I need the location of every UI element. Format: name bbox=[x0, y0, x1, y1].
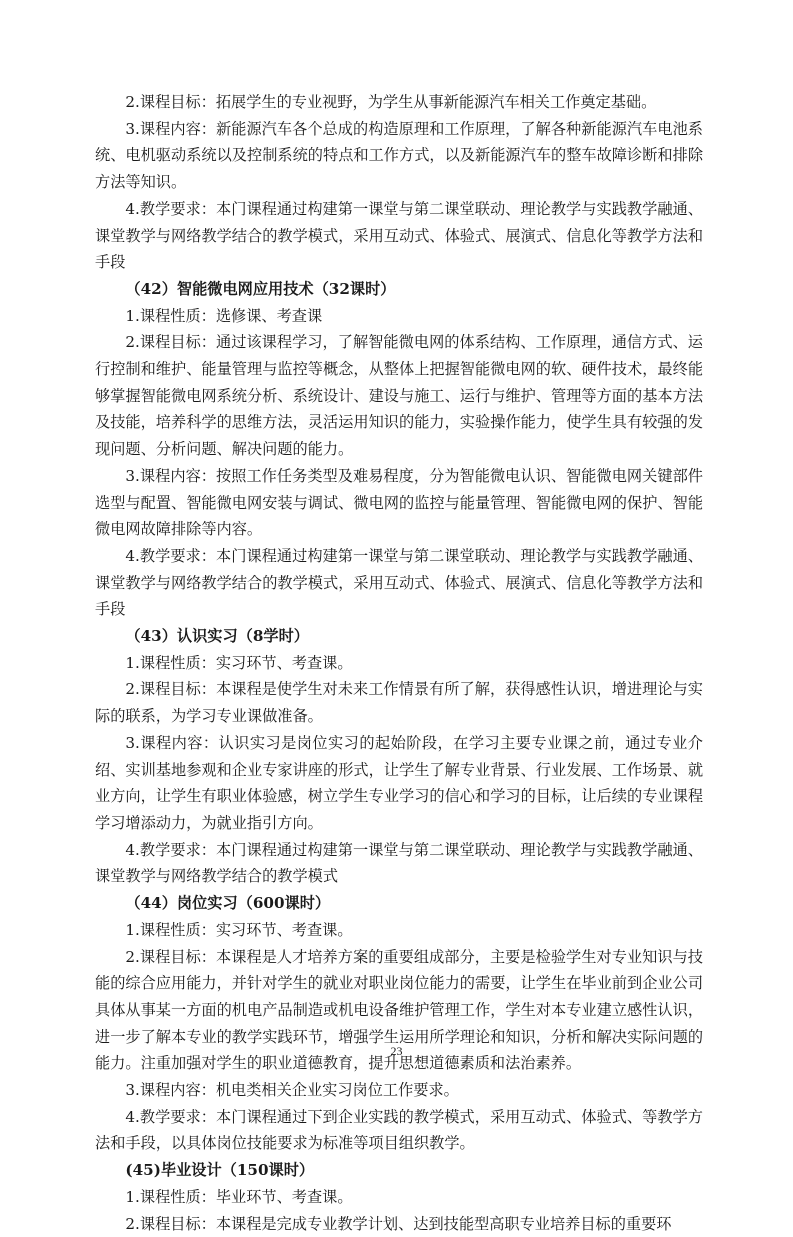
paragraph: 2.课程目标：本课程是完成专业教学计划、达到技能型高职专业培养目标的重要环 bbox=[125, 1214, 672, 1233]
section-heading: （42）智能微电网应用技术（32课时） bbox=[125, 279, 396, 298]
paragraph: 2.课程目标：本课程是使学生对未来工作情景有所了解，获得感性认识，增进理论与实际的联系，为学习专业课做准备。 bbox=[95, 680, 703, 726]
paragraph: 2.课程目标：本课程是人才培养方案的重要组成部分，主要是检验学生对专业知识与技能的综合应用能力，并针对学生的就业对职业岗位能力的需要，让学生在毕业前到企业公司具体从事某一方面的机电产品制造或机电设备维护管理工作，学生对本专业建立感性认识，进一步了解本专业的教学实践环节，增强学生运用所学理论和知识，分析和解决实际问题的能力。注重加强对学生的职业道德教育，提升思想道德素质和法治素养。 bbox=[95, 947, 703, 1073]
paragraph: 4.教学要求：本门课程通过下到企业实践的教学模式，采用互动式、体验式、等教学方法和手段，以具体岗位技能要求为标准等项目组织教学。 bbox=[95, 1107, 703, 1153]
paragraph: 3.课程内容：认识实习是岗位实习的起始阶段，在学习主要专业课之前，通过专业介绍、实训基地参观和企业专家讲座的形式，让学生了解专业背景、行业发展、工作场景、就业方向，让学生有职业体验感，树立学生专业学习的信心和学习的目标，让后续的专业课程学习增添动力，为就业指引方向。 bbox=[95, 733, 703, 832]
section-heading: （43）认识实习（8学时） bbox=[125, 627, 309, 646]
body-text bbox=[95, 89, 703, 1237]
paragraph: 4.教学要求：本门课程通过构建第一课堂与第二课堂联动、理论教学与实践教学融通、课堂教学与网络教学结合的教学模式，采用互动式、体验式、展演式、信息化等教学方法和手段 bbox=[95, 199, 703, 272]
paragraph: 3.课程内容：机电类相关企业实习岗位工作要求。 bbox=[125, 1081, 459, 1100]
paragraph: 4.教学要求：本门课程通过构建第一课堂与第二课堂联动、理论教学与实践教学融通、课堂教学与网络教学结合的教学模式 bbox=[95, 840, 703, 886]
paragraph: 1.课程性质：毕业环节、考查课。 bbox=[125, 1187, 353, 1206]
paragraph: 4.教学要求：本门课程通过构建第一课堂与第二课堂联动、理论教学与实践教学融通、课堂教学与网络教学结合的教学模式，采用互动式、体验式、展演式、信息化等教学方法和手段 bbox=[95, 546, 703, 619]
paragraph: 2.课程目标：拓展学生的专业视野，为学生从事新能源汽车相关工作奠定基础。 bbox=[125, 93, 657, 111]
paragraph: 1.课程性质：实习环节、考查课。 bbox=[125, 920, 353, 939]
paragraph: 1.课程性质：选修课、考查课 bbox=[125, 306, 323, 325]
section-heading: （44）岗位实习（600课时） bbox=[125, 894, 331, 913]
paragraph: 3.课程内容：新能源汽车各个总成的构造原理和工作原理，了解各种新能源汽车电池系统、电机驱动系统以及控制系统的特点和工作方式，以及新能源汽车的整车故障诊断和排除方法等知识。 bbox=[95, 119, 703, 192]
page-number: 23 bbox=[390, 1044, 403, 1058]
section-heading: (45)毕业设计（150课时） bbox=[125, 1161, 315, 1180]
paragraph: 3.课程内容：按照工作任务类型及难易程度，分为智能微电认识、智能微电网关键部件选型与配置、智能微电网安装与调试、微电网的监控与能量管理、智能微电网的保护、智能微电网故障排除等内容。 bbox=[95, 466, 703, 539]
paragraph: 2.课程目标：通过该课程学习，了解智能微电网的体系结构、工作原理，通信方式、运行控制和维护、能量管理与监控等概念，从整体上把握智能微电网的软、硬件技术，最终能够掌握智能微电网系统分析、系统设计、建设与施工、运行与维护、管理等方面的基本方法及技能，培养科学的思维方法，灵活运用知识的能力，实验操作能力，使学生具有较强的发现问题、分析问题、解决问题的能力。 bbox=[95, 333, 703, 459]
paragraph: 1.课程性质：实习环节、考查课。 bbox=[125, 653, 353, 672]
